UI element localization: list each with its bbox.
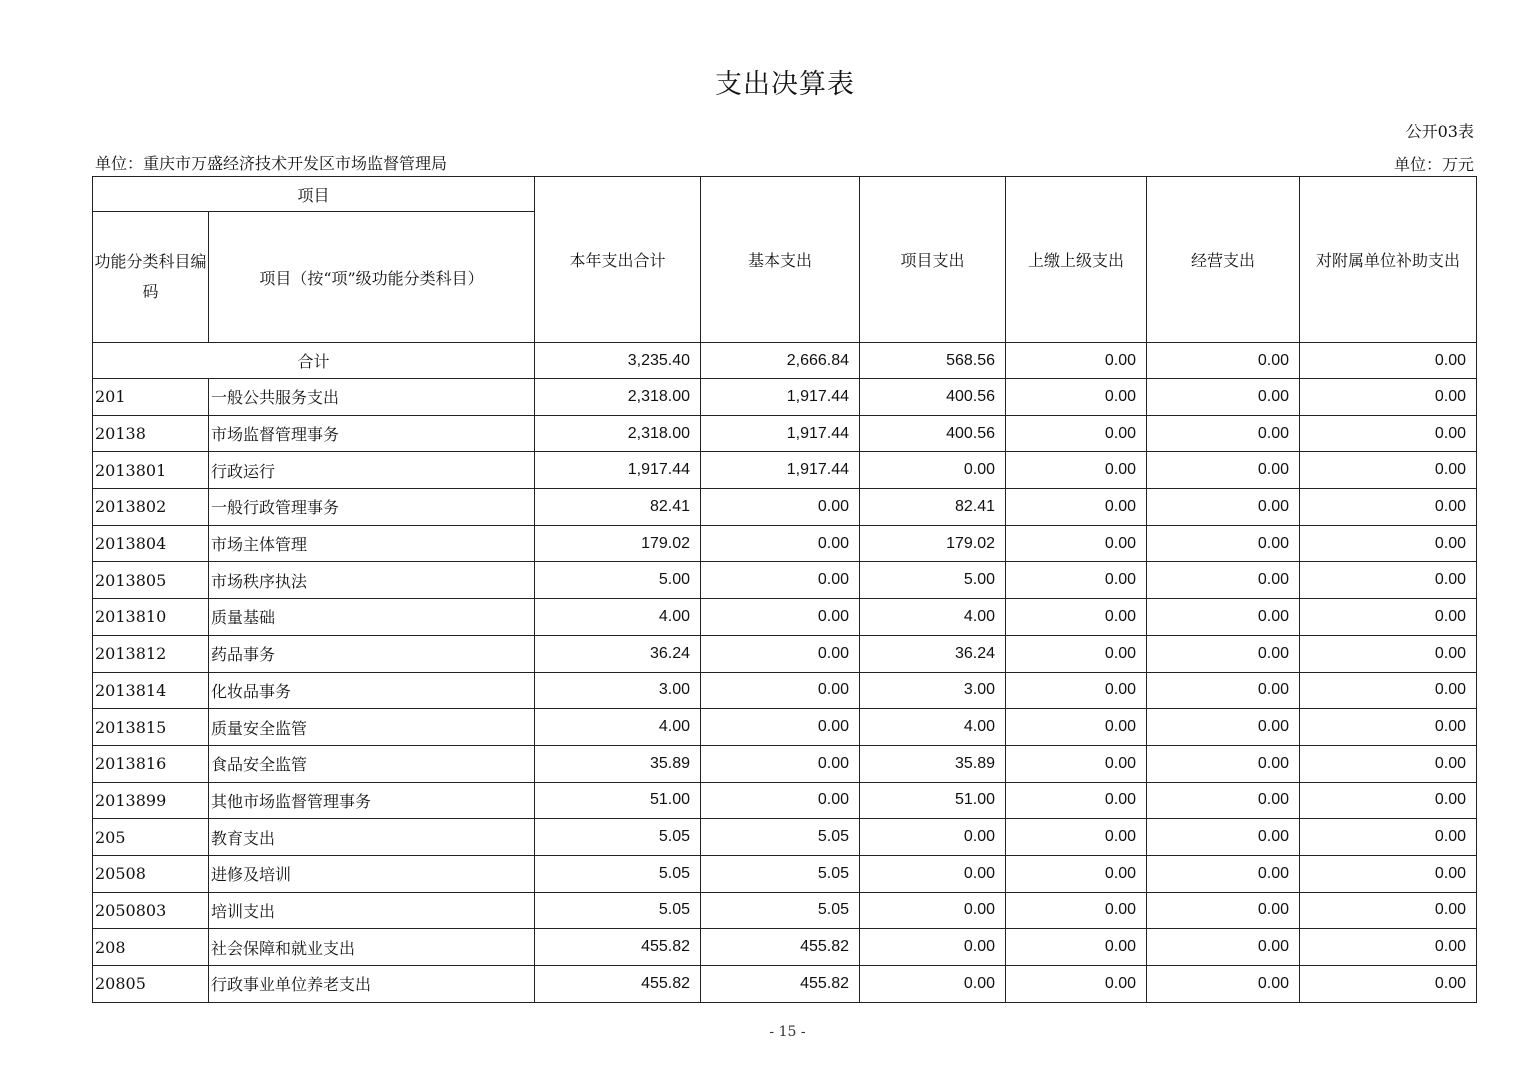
- row-value: 5.05: [535, 819, 701, 856]
- row-value: 0.00: [1147, 819, 1300, 856]
- row-code: 20508: [93, 855, 209, 892]
- header-basic: 基本支出: [701, 177, 860, 343]
- row-value: 0.00: [1300, 966, 1477, 1003]
- row-name: 进修及培训: [209, 855, 535, 892]
- row-value: 5.05: [701, 819, 860, 856]
- row-value: 0.00: [1006, 489, 1147, 526]
- row-value: 5.05: [535, 855, 701, 892]
- row-name: 教育支出: [209, 819, 535, 856]
- row-value: 1,917.44: [701, 452, 860, 489]
- table-row: [93, 929, 1477, 966]
- row-value: 0.00: [1300, 599, 1477, 636]
- table-row: [93, 635, 1477, 672]
- row-value: 0.00: [1300, 525, 1477, 562]
- row-code: 20805: [93, 966, 209, 1003]
- row-value: 0.00: [1147, 709, 1300, 746]
- table-row: [93, 489, 1477, 526]
- row-name: 培训支出: [209, 892, 535, 929]
- row-value: 0.00: [1300, 489, 1477, 526]
- currency-unit: 单位：万元: [1393, 155, 1474, 174]
- row-value: 0.00: [701, 599, 860, 636]
- row-value: 0.00: [701, 525, 860, 562]
- row-value: 0.00: [1300, 892, 1477, 929]
- row-name: 市场监督管理事务: [209, 415, 535, 452]
- expenditure-table: [92, 176, 1477, 1003]
- table-row: [93, 819, 1477, 856]
- row-value: 0.00: [1147, 855, 1300, 892]
- row-value: 0.00: [1300, 415, 1477, 452]
- row-value: 51.00: [535, 782, 701, 819]
- row-value: 82.41: [860, 489, 1006, 526]
- row-value: 5.05: [701, 892, 860, 929]
- row-code: 2013815: [93, 709, 209, 746]
- row-value: 455.82: [535, 966, 701, 1003]
- row-value: 0.00: [860, 819, 1006, 856]
- row-value: 0.00: [1006, 452, 1147, 489]
- row-value: 0.00: [1147, 966, 1300, 1003]
- total-value: 0.00: [1006, 343, 1147, 379]
- row-value: 3.00: [535, 672, 701, 709]
- row-value: 0.00: [860, 966, 1006, 1003]
- header-business: 经营支出: [1147, 177, 1300, 343]
- row-value: 5.00: [860, 562, 1006, 599]
- row-value: 0.00: [1006, 635, 1147, 672]
- row-value: 0.00: [1006, 745, 1147, 782]
- row-name: 社会保障和就业支出: [209, 929, 535, 966]
- table-row: [93, 452, 1477, 489]
- row-value: 0.00: [1147, 635, 1300, 672]
- row-code: 2013810: [93, 599, 209, 636]
- row-value: 0.00: [1147, 745, 1300, 782]
- row-name: 药品事务: [209, 635, 535, 672]
- header-subsidy: 对附属单位补助支出: [1300, 177, 1477, 343]
- row-value: 400.56: [860, 379, 1006, 416]
- row-value: 0.00: [1006, 782, 1147, 819]
- row-value: 0.00: [1300, 855, 1477, 892]
- header-total: 本年支出合计: [535, 177, 701, 343]
- row-name: 食品安全监管: [209, 745, 535, 782]
- row-value: 0.00: [1300, 452, 1477, 489]
- row-code: 2013802: [93, 489, 209, 526]
- total-value: 2,666.84: [701, 343, 860, 379]
- row-value: 0.00: [860, 452, 1006, 489]
- table-row: [93, 745, 1477, 782]
- row-value: 0.00: [1300, 635, 1477, 672]
- row-value: 4.00: [535, 709, 701, 746]
- row-value: 179.02: [535, 525, 701, 562]
- row-code: 2013801: [93, 452, 209, 489]
- header-item: 项目支出: [860, 177, 1006, 343]
- row-value: 0.00: [1300, 672, 1477, 709]
- row-name: 化妆品事务: [209, 672, 535, 709]
- row-name: 市场秩序执法: [209, 562, 535, 599]
- header-upper: 上缴上级支出: [1006, 177, 1147, 343]
- row-value: 0.00: [1147, 599, 1300, 636]
- row-value: 0.00: [1006, 892, 1147, 929]
- row-value: 0.00: [1147, 782, 1300, 819]
- row-value: 0.00: [1147, 562, 1300, 599]
- table-row: [93, 599, 1477, 636]
- row-value: 82.41: [535, 489, 701, 526]
- row-name: 质量基础: [209, 599, 535, 636]
- row-value: 0.00: [860, 892, 1006, 929]
- row-value: 0.00: [1006, 562, 1147, 599]
- row-value: 2,318.00: [535, 379, 701, 416]
- row-name: 一般行政管理事务: [209, 489, 535, 526]
- row-value: 0.00: [701, 635, 860, 672]
- row-value: 455.82: [535, 929, 701, 966]
- table-row: [93, 379, 1477, 416]
- row-value: 0.00: [1006, 599, 1147, 636]
- table-row: [93, 672, 1477, 709]
- row-value: 0.00: [1300, 929, 1477, 966]
- row-code: 2013812: [93, 635, 209, 672]
- page-number: - 15 -: [769, 1024, 806, 1040]
- row-value: 0.00: [1300, 562, 1477, 599]
- row-value: 0.00: [1147, 525, 1300, 562]
- row-value: 0.00: [1147, 892, 1300, 929]
- row-value: 0.00: [1300, 819, 1477, 856]
- row-value: 0.00: [860, 855, 1006, 892]
- total-row: [93, 343, 1477, 379]
- organization-unit: 单位：重庆市万盛经济技术开发区市场监督管理局: [95, 154, 448, 173]
- table-row: [93, 415, 1477, 452]
- row-value: 0.00: [1006, 819, 1147, 856]
- header-code: 功能分类科目编码: [93, 212, 209, 343]
- row-value: 0.00: [1006, 929, 1147, 966]
- total-value: 568.56: [860, 343, 1006, 379]
- row-value: 179.02: [860, 525, 1006, 562]
- row-name: 行政运行: [209, 452, 535, 489]
- row-name: 质量安全监管: [209, 709, 535, 746]
- row-value: 0.00: [701, 562, 860, 599]
- row-value: 4.00: [860, 599, 1006, 636]
- row-value: 0.00: [1147, 415, 1300, 452]
- row-value: 0.00: [1300, 709, 1477, 746]
- table-row: [93, 966, 1477, 1003]
- row-value: 1,917.44: [535, 452, 701, 489]
- row-value: 0.00: [1147, 452, 1300, 489]
- row-value: 36.24: [535, 635, 701, 672]
- row-value: 0.00: [1006, 379, 1147, 416]
- row-value: 36.24: [860, 635, 1006, 672]
- row-value: 0.00: [1300, 782, 1477, 819]
- row-value: 455.82: [701, 966, 860, 1003]
- row-value: 0.00: [701, 782, 860, 819]
- row-value: 0.00: [1006, 709, 1147, 746]
- row-code: 205: [93, 819, 209, 856]
- row-value: 0.00: [701, 709, 860, 746]
- row-value: 0.00: [1006, 415, 1147, 452]
- row-name: 其他市场监督管理事务: [209, 782, 535, 819]
- row-value: 0.00: [701, 489, 860, 526]
- row-code: 201: [93, 379, 209, 416]
- row-value: 0.00: [701, 745, 860, 782]
- row-value: 2,318.00: [535, 415, 701, 452]
- row-value: 0.00: [1300, 379, 1477, 416]
- row-value: 3.00: [860, 672, 1006, 709]
- row-value: 0.00: [701, 672, 860, 709]
- row-name: 市场主体管理: [209, 525, 535, 562]
- row-name: 行政事业单位养老支出: [209, 966, 535, 1003]
- total-label: 合计: [93, 343, 535, 379]
- row-value: 0.00: [1147, 489, 1300, 526]
- row-value: 0.00: [1006, 966, 1147, 1003]
- row-value: 51.00: [860, 782, 1006, 819]
- row-value: 1,917.44: [701, 415, 860, 452]
- row-value: 1,917.44: [701, 379, 860, 416]
- row-value: 5.05: [535, 892, 701, 929]
- total-value: 3,235.40: [535, 343, 701, 379]
- row-value: 5.05: [701, 855, 860, 892]
- row-name: 一般公共服务支出: [209, 379, 535, 416]
- table-row: [93, 525, 1477, 562]
- row-value: 400.56: [860, 415, 1006, 452]
- total-value: 0.00: [1147, 343, 1300, 379]
- total-value: 0.00: [1300, 343, 1477, 379]
- row-value: 455.82: [701, 929, 860, 966]
- row-code: 2013899: [93, 782, 209, 819]
- row-code: 2013804: [93, 525, 209, 562]
- row-value: 35.89: [535, 745, 701, 782]
- row-value: 0.00: [1147, 379, 1300, 416]
- table-row: [93, 855, 1477, 892]
- row-code: 2013814: [93, 672, 209, 709]
- row-value: 0.00: [1300, 745, 1477, 782]
- row-code: 2013816: [93, 745, 209, 782]
- row-value: 0.00: [1006, 672, 1147, 709]
- table-row: [93, 782, 1477, 819]
- row-code: 208: [93, 929, 209, 966]
- row-value: 0.00: [1147, 929, 1300, 966]
- row-value: 4.00: [535, 599, 701, 636]
- table-row: [93, 892, 1477, 929]
- row-value: 0.00: [1006, 855, 1147, 892]
- table-row: [93, 709, 1477, 746]
- row-code: 20138: [93, 415, 209, 452]
- page-title: 支出决算表: [715, 69, 855, 100]
- row-value: 5.00: [535, 562, 701, 599]
- form-number: 公开03表: [1405, 122, 1474, 141]
- table-row: [93, 562, 1477, 599]
- row-code: 2013805: [93, 562, 209, 599]
- row-code: 2050803: [93, 892, 209, 929]
- header-project: 项目: [93, 177, 535, 212]
- row-value: 0.00: [1006, 525, 1147, 562]
- header-name: 项目（按“项”级功能分类科目）: [209, 212, 535, 343]
- row-value: 0.00: [1147, 672, 1300, 709]
- row-value: 35.89: [860, 745, 1006, 782]
- row-value: 4.00: [860, 709, 1006, 746]
- row-value: 0.00: [860, 929, 1006, 966]
